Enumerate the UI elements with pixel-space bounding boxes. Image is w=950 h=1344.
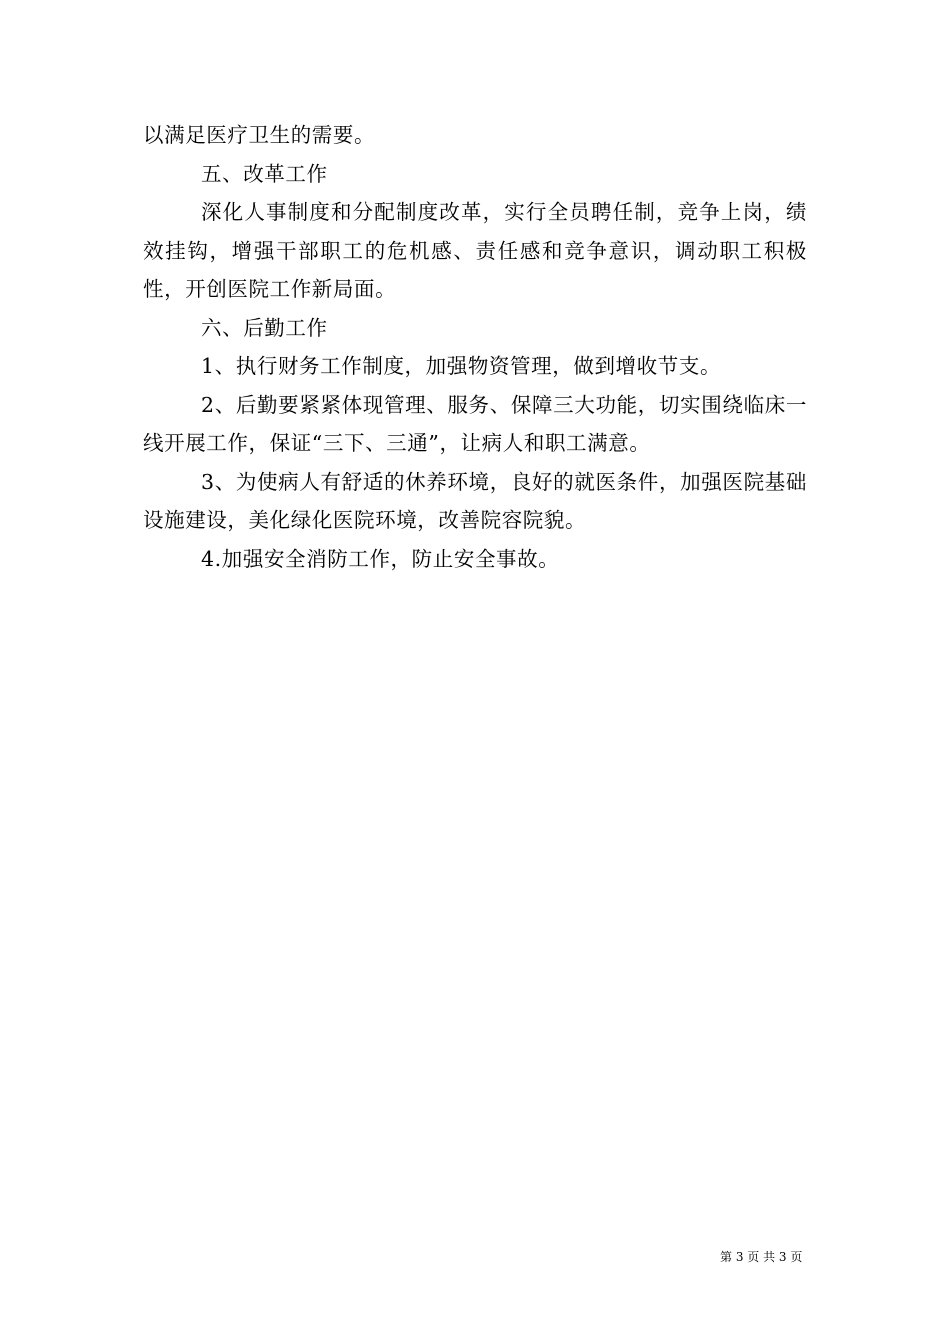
list-item-fire-safety: 4.加强安全消防工作，防止安全事故。 [201,546,560,571]
paragraph-continuation: 以满足医疗卫生的需要。 [143,123,376,147]
section-heading-reform: 五、改革工作 [201,161,328,186]
paragraph-reform-body: 深化人事制度和分配制度改革，实行全员聘任制，竞争上岗，绩效挂钩，增强干部职工的危机感、责任感和竞争意识，调动职工积极性，开创医院工作新局面。 [143,200,807,301]
document-body [143,116,807,578]
list-item-finance: 1、执行财务工作制度，加强物资管理，做到增收节支。 [201,354,722,378]
section-heading-logistics: 六、后勤工作 [201,315,328,340]
list-item-logistics-service: 2、后勤要紧紧体现管理、服务、保障三大功能，切实围绕临床一线开展工作，保证“三下、三通”，让病人和职工满意。 [143,392,807,455]
list-item-environment: 3、为使病人有舒适的休养环境，良好的就医条件，加强医院基础设施建设，美化绿化医院环境，改善院容院貌。 [143,469,807,532]
page-number-footer: 第 3 页 共 3 页 [720,1250,803,1264]
